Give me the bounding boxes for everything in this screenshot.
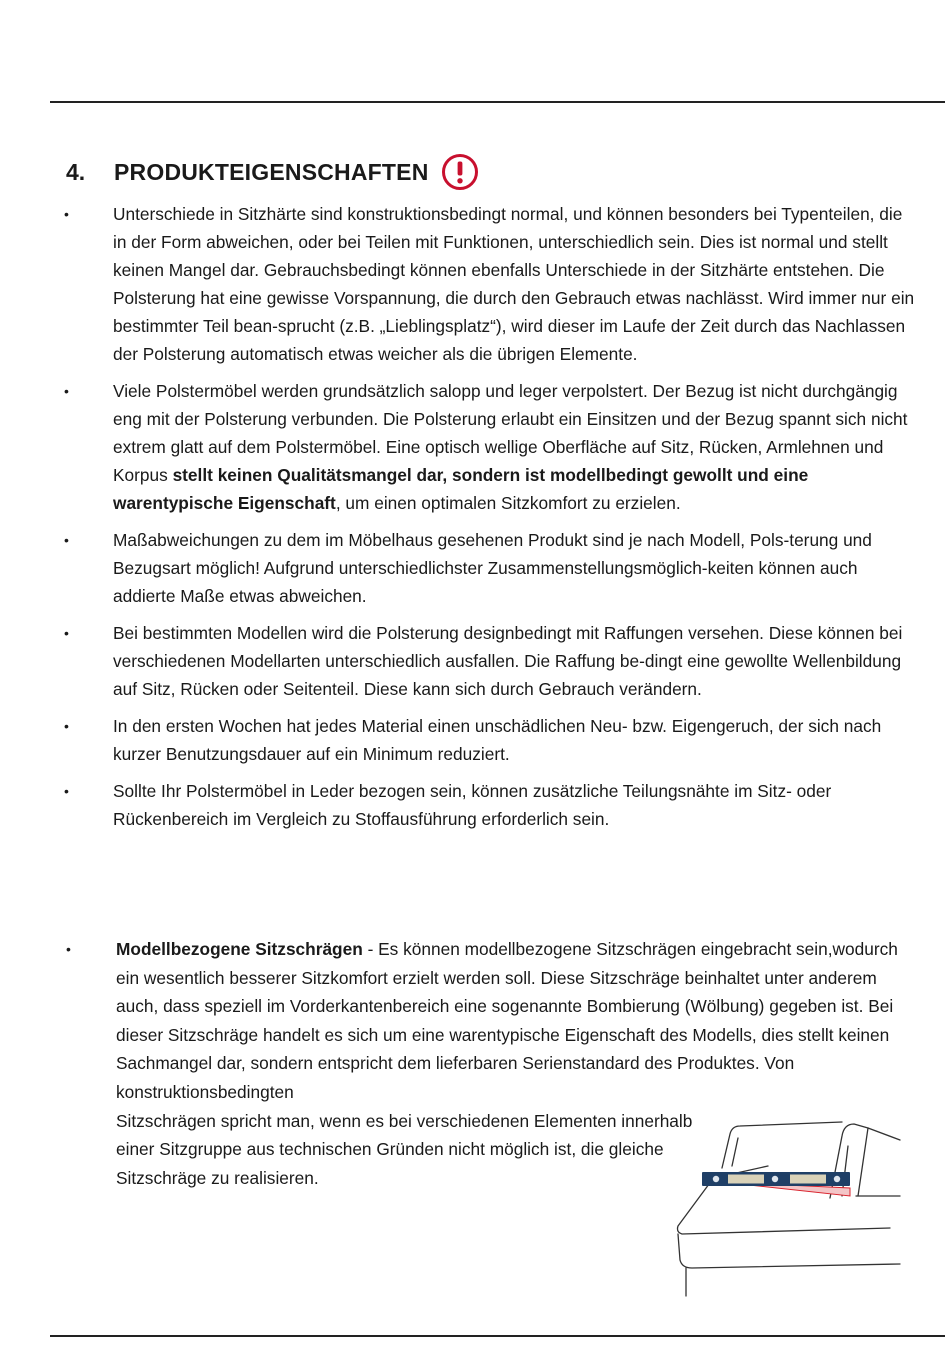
section-number: 4. — [66, 158, 86, 185]
list-item — [0, 377, 950, 517]
item-text: Maßabweichungen zu dem im Möbelhaus gesehenen Produkt sind je nach Modell, Pols-terung und Bezugsart möglich! Aufgrund unterschiedlichster Zusammenstellungsmöglich-keiten können auch addierte Maße etwas abweichen. — [113, 530, 872, 606]
list-item — [0, 777, 950, 833]
item-text: , um einen optimalen Sitzkomfort zu erzielen. — [335, 493, 681, 513]
bullet: • — [64, 718, 69, 734]
item-text: In den ersten Wochen hat jedes Material einen unschädlichen Neu- bzw. Eigengeruch, der sich nach kurzer Benutzungsdauer auf ein Minimum reduziert. — [113, 716, 882, 764]
list-item — [0, 712, 950, 768]
property-list — [0, 200, 950, 842]
list-item — [0, 526, 950, 610]
bottom-divider — [50, 1335, 945, 1337]
section-title: PRODUKTEIGENSCHAFTEN — [114, 158, 429, 185]
bullet: • — [64, 783, 69, 799]
list-item — [0, 200, 950, 368]
bullet: • — [64, 625, 69, 641]
exclamation-circle-icon — [441, 153, 479, 191]
item-text-bold: stellt keinen Qualitätsmangel dar, sondern ist modellbedingt gewollt und eine warentypische Eigenschaft — [113, 465, 809, 513]
bullet: • — [64, 206, 69, 222]
item-text: Unterschiede in Sitzhärte sind konstruktionsbedingt normal, und können besonders bei Typenteilen, die in der Form abweichen, oder bei Teilen mit Funktionen, unterschiedlich sein. Dies ist normal und stellt keinen Mangel dar. Gebrauchsbedingt können ebenfalls Unterschiede in der Sitzhärte entstehen. Die Polsterung hat eine gewisse Vorspannung, die durch den Gebrauch etwas nachlässt. Wird immer nur ein bestimmter Teil bean-sprucht (z.B. „Lieblingsplatz“), wird dieser im Laufe der Zeit durch das Nachlassen der Polsterung automatisch etwas weicher als die übrigen Elemente. — [113, 204, 915, 364]
top-divider — [50, 101, 945, 103]
item-text: Viele Polstermöbel werden grundsätzlich salopp und leger verpolstert. Der Bezug ist nicht durchgängig eng mit der Polsterung verbunden. Die Polsterung erlaubt ein Einsitzen und der Bezug spannt sich nicht extrem glatt auf dem Polstermöbel. Eine optisch wellige Oberfläche auf Sitz, Rücken, Armlehnen und Korpus — [113, 381, 908, 485]
item-text: Bei bestimmten Modellen wird die Polsterung designbedingt mit Raffungen versehen. Diese können bei verschiedenen Modellarten unterschiedlich ausfallen. Die Raffung be-dingt eine gewollte Wellenbildung auf Sitz, Rücken oder Seitenteil. Diese kann sich durch Gebrauch verändern. — [113, 623, 903, 699]
item-text — [116, 935, 916, 1107]
section-heading — [66, 150, 479, 194]
item-text-bold: Modellbezogene Sitzschrägen — [116, 939, 363, 959]
item-text-continued: Sitzschrägen spricht man, wenn es bei verschiedenen Elementen innerhalb einer Sitzgruppe aus technischen Gründen nicht möglich ist, die gleiche Sitzschräge zu realisieren. — [116, 1110, 693, 1188]
list-item — [0, 619, 950, 703]
bullet: • — [66, 941, 71, 957]
item-text-rest: - Es können modellbezogene Sitzschrägen eingebracht sein,wodurch ein wesentlich besserer Sitzkomfort erzielt werden soll. Diese Sitzschräge beinhaltet unter anderem auch, dass speziell im Vorderkantenbereich eine sogenannte Bombierung (Wölbung) gegeben ist. Bei dieser Sitzschräge handelt es sich um eine warentypische Eigenschaft des Modells, dies stellt keinen Sachmangel dar, sondern entspricht dem lieferbaren Serienstandard des Produktes. Von konstruktionsbedingten — [116, 939, 898, 1102]
item-text: Sollte Ihr Polstermöbel in Leder bezogen sein, können zusätzliche Teilungsnähte im Sitz- oder Rückenbereich im Vergleich zu Stoffausführung erforderlich sein. — [113, 781, 832, 829]
bullet: • — [64, 532, 69, 548]
sofa-seat-slope-icon — [672, 1108, 907, 1303]
bullet: • — [64, 383, 69, 399]
